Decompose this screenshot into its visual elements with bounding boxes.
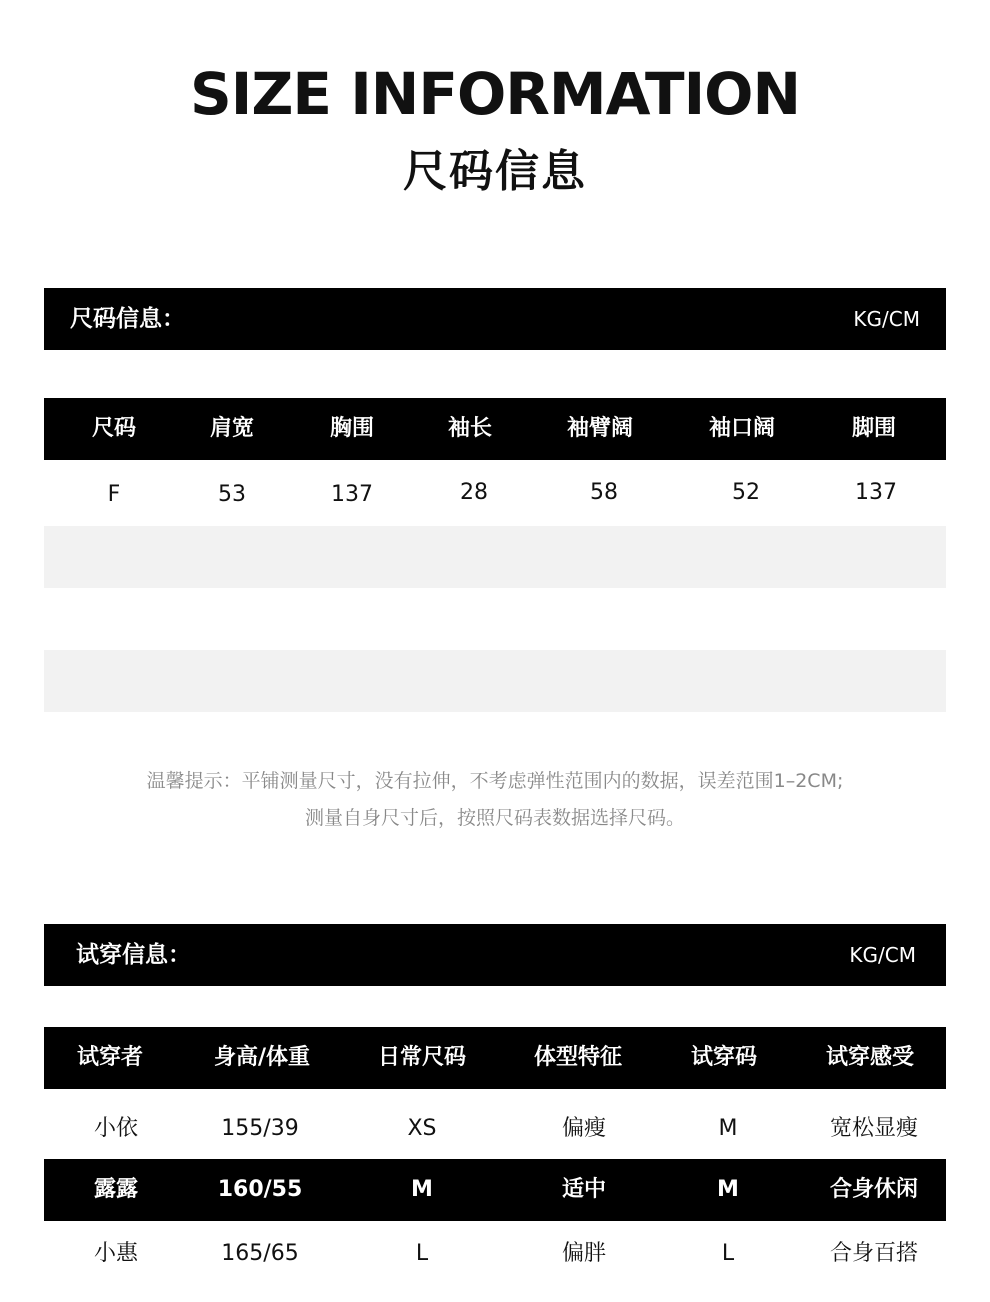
height-weight-cell: 165/65 — [221, 1241, 299, 1266]
height-weight-cell: 155/39 — [221, 1116, 299, 1141]
usual-size-cell: L — [415, 1241, 429, 1266]
size-section-unit: KG/CM — [853, 307, 920, 331]
try-header-cell: 试穿码 — [690, 1045, 757, 1070]
try-header-cell: 体型特征 — [533, 1045, 622, 1070]
sleeve-arm-cell: 58 — [590, 480, 618, 505]
size-header-cell: 袖长 — [447, 416, 492, 441]
size-header-cell: 袖口阔 — [708, 416, 775, 441]
hem-cell: 137 — [855, 480, 897, 505]
sleeve-length-cell: 28 — [460, 480, 488, 505]
size-cell: F — [107, 482, 121, 507]
try-table-header — [44, 1027, 946, 1089]
size-header-cell: 脚围 — [851, 416, 896, 441]
cuff-cell: 52 — [732, 480, 760, 505]
try-feel-cell: 合身百搭 — [829, 1241, 918, 1266]
body-type-cell: 偏胖 — [561, 1241, 606, 1266]
tester-name-cell: 小依 — [93, 1116, 138, 1141]
body-type-cell: 偏瘦 — [561, 1116, 606, 1141]
try-size-cell: M — [717, 1177, 739, 1202]
try-section-unit: KG/CM — [849, 943, 916, 967]
size-table — [44, 398, 946, 712]
size-header-cell: 尺码 — [91, 416, 136, 441]
usual-size-cell: XS — [407, 1116, 437, 1141]
size-section-label: 尺码信息： — [70, 306, 185, 332]
try-section-label: 试穿信息： — [76, 942, 191, 968]
table-row — [44, 460, 946, 526]
usual-size-cell: M — [411, 1177, 433, 1202]
tester-name-cell: 露露 — [93, 1177, 138, 1202]
measurement-note-line1: 温馨提示：平铺测量尺寸，没有拉伸，不考虑弹性范围内的数据，误差范围1–2CM; — [146, 770, 844, 792]
table-row — [44, 1221, 946, 1283]
try-header-cell: 试穿感受 — [825, 1045, 914, 1070]
try-header-cell: 身高/体重 — [213, 1045, 311, 1070]
size-table-header — [44, 398, 946, 460]
title-english: SIZE INFORMATION — [189, 60, 801, 128]
table-row — [44, 1159, 946, 1221]
table-row — [44, 1089, 946, 1159]
size-header-cell: 肩宽 — [209, 416, 254, 441]
table-row-empty — [44, 526, 946, 588]
table-row-empty — [44, 588, 946, 650]
try-header-cell: 试穿者 — [76, 1045, 143, 1070]
height-weight-cell: 160/55 — [217, 1177, 303, 1202]
size-header-cell: 袖臂阔 — [566, 416, 633, 441]
try-table — [44, 1027, 946, 1283]
table-row-empty — [44, 650, 946, 712]
shoulder-cell: 53 — [218, 482, 246, 507]
chest-cell: 137 — [331, 482, 373, 507]
size-section-bar — [44, 288, 946, 350]
body-type-cell: 适中 — [561, 1177, 606, 1202]
tester-name-cell: 小惠 — [93, 1241, 138, 1266]
try-size-cell: M — [718, 1116, 738, 1141]
measurement-note-line2: 测量自身尺寸后，按照尺码表数据选择尺码。 — [304, 807, 685, 829]
try-size-cell: L — [721, 1241, 735, 1266]
try-feel-cell: 宽松显瘦 — [829, 1116, 918, 1141]
try-section-bar — [44, 924, 946, 986]
try-feel-cell: 合身休闲 — [829, 1177, 918, 1202]
try-header-cell: 日常尺码 — [377, 1045, 466, 1070]
title-chinese: 尺码信息 — [403, 146, 587, 197]
size-header-cell: 胸围 — [329, 416, 374, 441]
